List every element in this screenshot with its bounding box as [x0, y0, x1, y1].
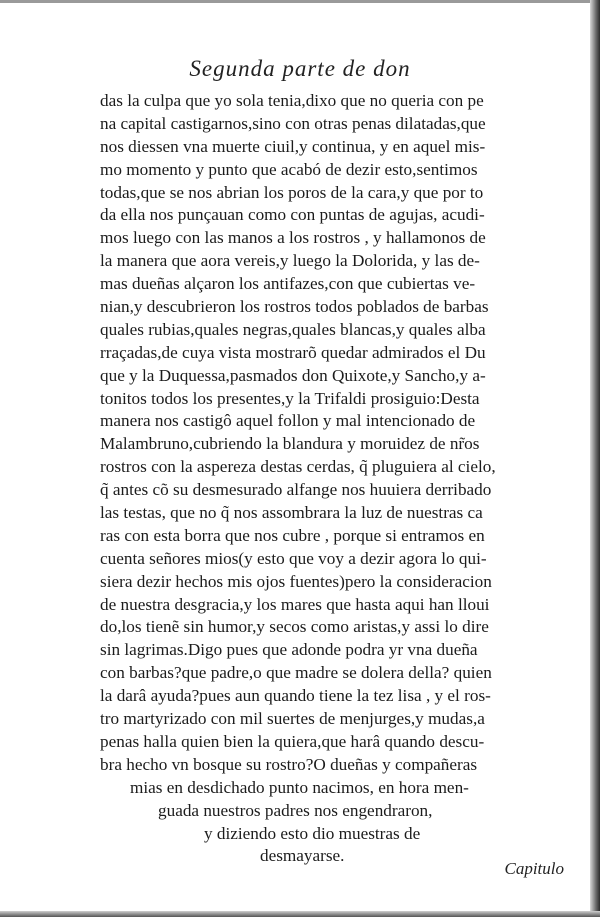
text-line: la darâ ayuda?pues aun quando tiene la tez lisa , y el ros-	[100, 686, 491, 706]
page-right-edge	[590, 0, 600, 917]
text-line: nos diessen vna muerte ciuil,y continua, y en aquel mis-	[100, 136, 486, 156]
text-line: las testas, que no q̃ nos assombrara la luz de nuestras ca	[100, 503, 483, 523]
page-bottom-edge	[0, 911, 600, 917]
text-line: rostros con la aspereza destas cerdas, q̃ pluguiera al cielo,	[100, 457, 496, 477]
text-line: nian,y descubrieron los rostros todos poblados de barbas	[100, 297, 489, 317]
text-line: mo momento y punto que acabó de dezir esto,sentimos	[100, 159, 478, 179]
text-line: bra hecho vn bosque su rostro?O dueñas y compañeras	[100, 754, 478, 774]
text-line: rraçadas,de cuya vista mostrarõ quedar admirados el Du	[100, 342, 486, 362]
text-line: mas dueñas alçaron los antifazes,con que cubiertas ve-	[100, 274, 476, 294]
text-line: siera dezir hechos mis ojos fuentes)pero la consideracion	[100, 571, 492, 591]
text-line: das la culpa que yo sola tenia,dixo que no queria con pe	[100, 91, 484, 110]
text-line: na capital castigarnos,sino con otras penas dilatadas,que	[100, 113, 486, 133]
text-line: mos luego con las manos a los rostros , y hallamonos de	[100, 228, 486, 248]
catchword: Capitulo	[504, 859, 564, 878]
text-line: que y la Duquessa,pasmados don Quixote,y Sancho,y a-	[100, 365, 486, 385]
text-line: con barbas?que padre,o que madre se dolera della? quien	[100, 663, 492, 683]
text-line: manera nos castigô aquel follon y mal intencionado de	[100, 411, 476, 431]
text-line: sin lagrimas.Digo pues que adonde podra yr vna dueña	[100, 640, 478, 660]
running-head: Segunda parte de don	[189, 56, 411, 81]
body-text	[100, 90, 580, 868]
text-line: y diziendo esto dio muestras de	[204, 823, 421, 843]
text-line: penas halla quien bien la quiera,que harâ quando descu-	[100, 731, 485, 751]
text-line: guada nuestros padres nos engendraron,	[158, 800, 433, 820]
text-line: mias en desdichado punto nacimos, en hora men-	[130, 777, 469, 797]
text-line: tro martyrizado con mil suertes de menjurges,y mudas,a	[100, 709, 485, 729]
text-line: tonitos todos los presentes,y la Trifaldi prosiguio:Desta	[100, 388, 480, 408]
text-line: ras con esta borra que nos cubre , porque si entramos en	[100, 525, 485, 545]
page-top-edge	[0, 0, 600, 3]
text-line: Malambruno,cubriendo la blandura y moruidez de nr̃os	[100, 434, 480, 454]
text-line: todas,que se nos abrian los poros de la cara,y que por to	[100, 182, 484, 202]
text-line: do,los tienẽ sin humor,y secos como aristas,y assi lo dire	[100, 617, 489, 637]
text-line: cuenta señores mios(y esto que voy a dezir agora lo qui-	[100, 548, 487, 568]
text-line: de nuestra desgracia,y los mares que hasta aqui han lloui	[100, 594, 490, 614]
text-line: q̃ antes cõ su desmesurado alfange nos huuiera derribado	[100, 480, 492, 500]
text-line: desmayarse.	[260, 846, 345, 866]
text-line: quales rubias,quales negras,quales blancas,y quales alba	[100, 319, 486, 339]
text-line: la manera que aora vereis,y luego la Dolorida, y las de-	[100, 251, 480, 271]
text-line: da ella nos punçauan como con puntas de agujas, acudi-	[100, 205, 485, 225]
